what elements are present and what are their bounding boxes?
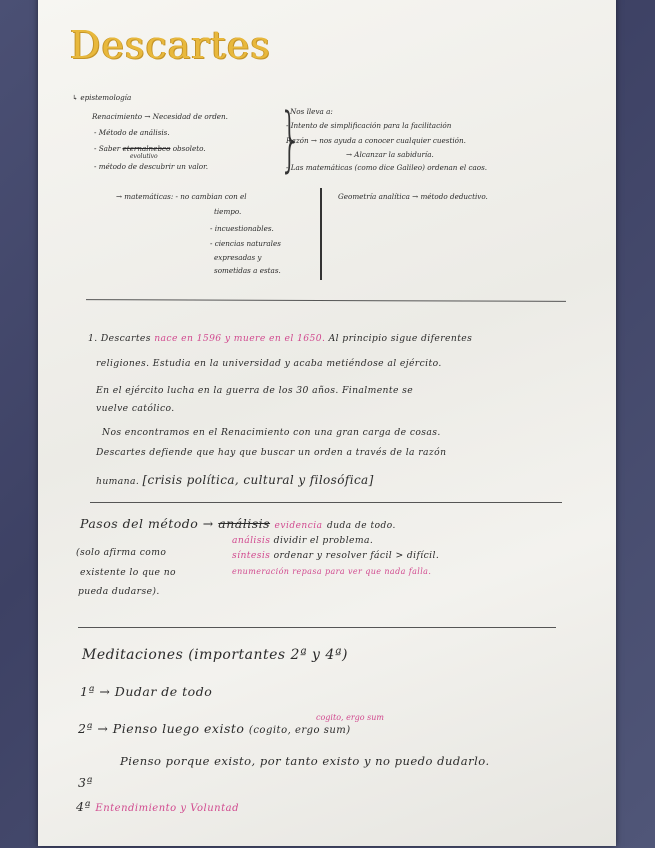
bio-line-3: En el ejército lucha en la guerra de los 30 años. Finalmente se bbox=[96, 385, 414, 396]
method-step-3: síntesis ordenar y resolver fácil > difícil. bbox=[232, 550, 440, 561]
divider-3 bbox=[78, 627, 556, 628]
method-step-2: análisis dividir el problema. bbox=[232, 535, 374, 546]
math-line-1: tiempo. bbox=[214, 207, 242, 216]
math-line-5: sometidas a estas. bbox=[214, 266, 281, 275]
method-note-1: (solo afirma como bbox=[76, 547, 167, 558]
bio-line-1: 1. Descartes nace en 1596 y muere en el 1650. Al principio sigue diferentes bbox=[88, 333, 473, 344]
right-item-0: Nos lleva a: bbox=[290, 107, 333, 116]
meditation-3: 3ª bbox=[78, 775, 93, 790]
meditation-2: 2ª → Pienso luego existo (cogito, ergo sum) bbox=[78, 721, 351, 736]
meditations-title: Meditaciones (importantes 2ª y 4ª) bbox=[82, 647, 348, 663]
meditation-1: 1ª → Dudar de todo bbox=[80, 684, 213, 699]
bio-dates: nace en 1596 y muere en el 1650. bbox=[154, 333, 326, 344]
method-note-2: existente lo que no bbox=[80, 567, 176, 578]
left-item-3: - Saber eternalnebco obsoleto. bbox=[94, 144, 206, 153]
left-item-4: - método de descubrir un valor. bbox=[94, 162, 209, 171]
epistemology-heading: ↳ epistemología bbox=[72, 93, 132, 102]
brace-icon: } bbox=[279, 98, 302, 180]
left-item-2: - Método de análisis. bbox=[94, 128, 170, 137]
divider-2 bbox=[90, 502, 562, 503]
left-item-1: Renacimiento → Necesidad de orden. bbox=[92, 112, 228, 121]
method-title: Pasos del método → análisis evidencia duda de todo. bbox=[80, 516, 396, 531]
meditation-4: 4ª Entendimiento y Voluntad bbox=[76, 799, 239, 814]
bio-line-4: vuelve católico. bbox=[96, 403, 175, 414]
math-line-4: expresadas y bbox=[214, 253, 262, 262]
right-item-1: - Intento de simplificación para la facilitación bbox=[286, 121, 452, 130]
bio-line-2: religiones. Estudia en la universidad y acaba metiéndose al ejército. bbox=[96, 358, 442, 369]
math-line-3: - ciencias naturales bbox=[210, 239, 281, 248]
cogito-note: cogito, ergo sum bbox=[316, 713, 384, 722]
math-lead: → matemáticas: - no cambian con el bbox=[116, 192, 247, 201]
right-item-2: Razón → nos ayuda a conocer cualquier cuestión. bbox=[286, 136, 466, 145]
inserted-word: evolutivo bbox=[130, 153, 158, 160]
bio-line-6: Descartes defiende que hay que buscar un orden a través de la razón bbox=[96, 447, 447, 458]
page-title: Descartes bbox=[70, 23, 271, 67]
vertical-divider bbox=[320, 188, 322, 280]
bio-line-7: humana. [crisis política, cultural y filosófica] bbox=[96, 473, 374, 487]
crisis-bracket: [crisis política, cultural y filosófica] bbox=[142, 473, 374, 487]
math-line-2: - incuestionables. bbox=[210, 224, 274, 233]
math-right: Geometría analítica → método deductivo. bbox=[338, 192, 488, 201]
meditation-2-detail: Pienso porque existo, por tanto existo y no puedo dudarlo. bbox=[120, 754, 490, 768]
struck-word: eternalnebco bbox=[122, 144, 171, 153]
right-item-3: → Alcanzar la sabiduría. bbox=[346, 150, 434, 159]
right-item-4: - Las matemáticas (como dice Galileo) ordenan el caos. bbox=[286, 163, 488, 172]
method-step-4: enumeración repasa para ver que nada falla. bbox=[232, 567, 432, 576]
method-note-3: pueda dudarse). bbox=[78, 586, 160, 597]
bio-line-5: Nos encontramos en el Renacimiento con una gran carga de cosas. bbox=[102, 427, 441, 438]
